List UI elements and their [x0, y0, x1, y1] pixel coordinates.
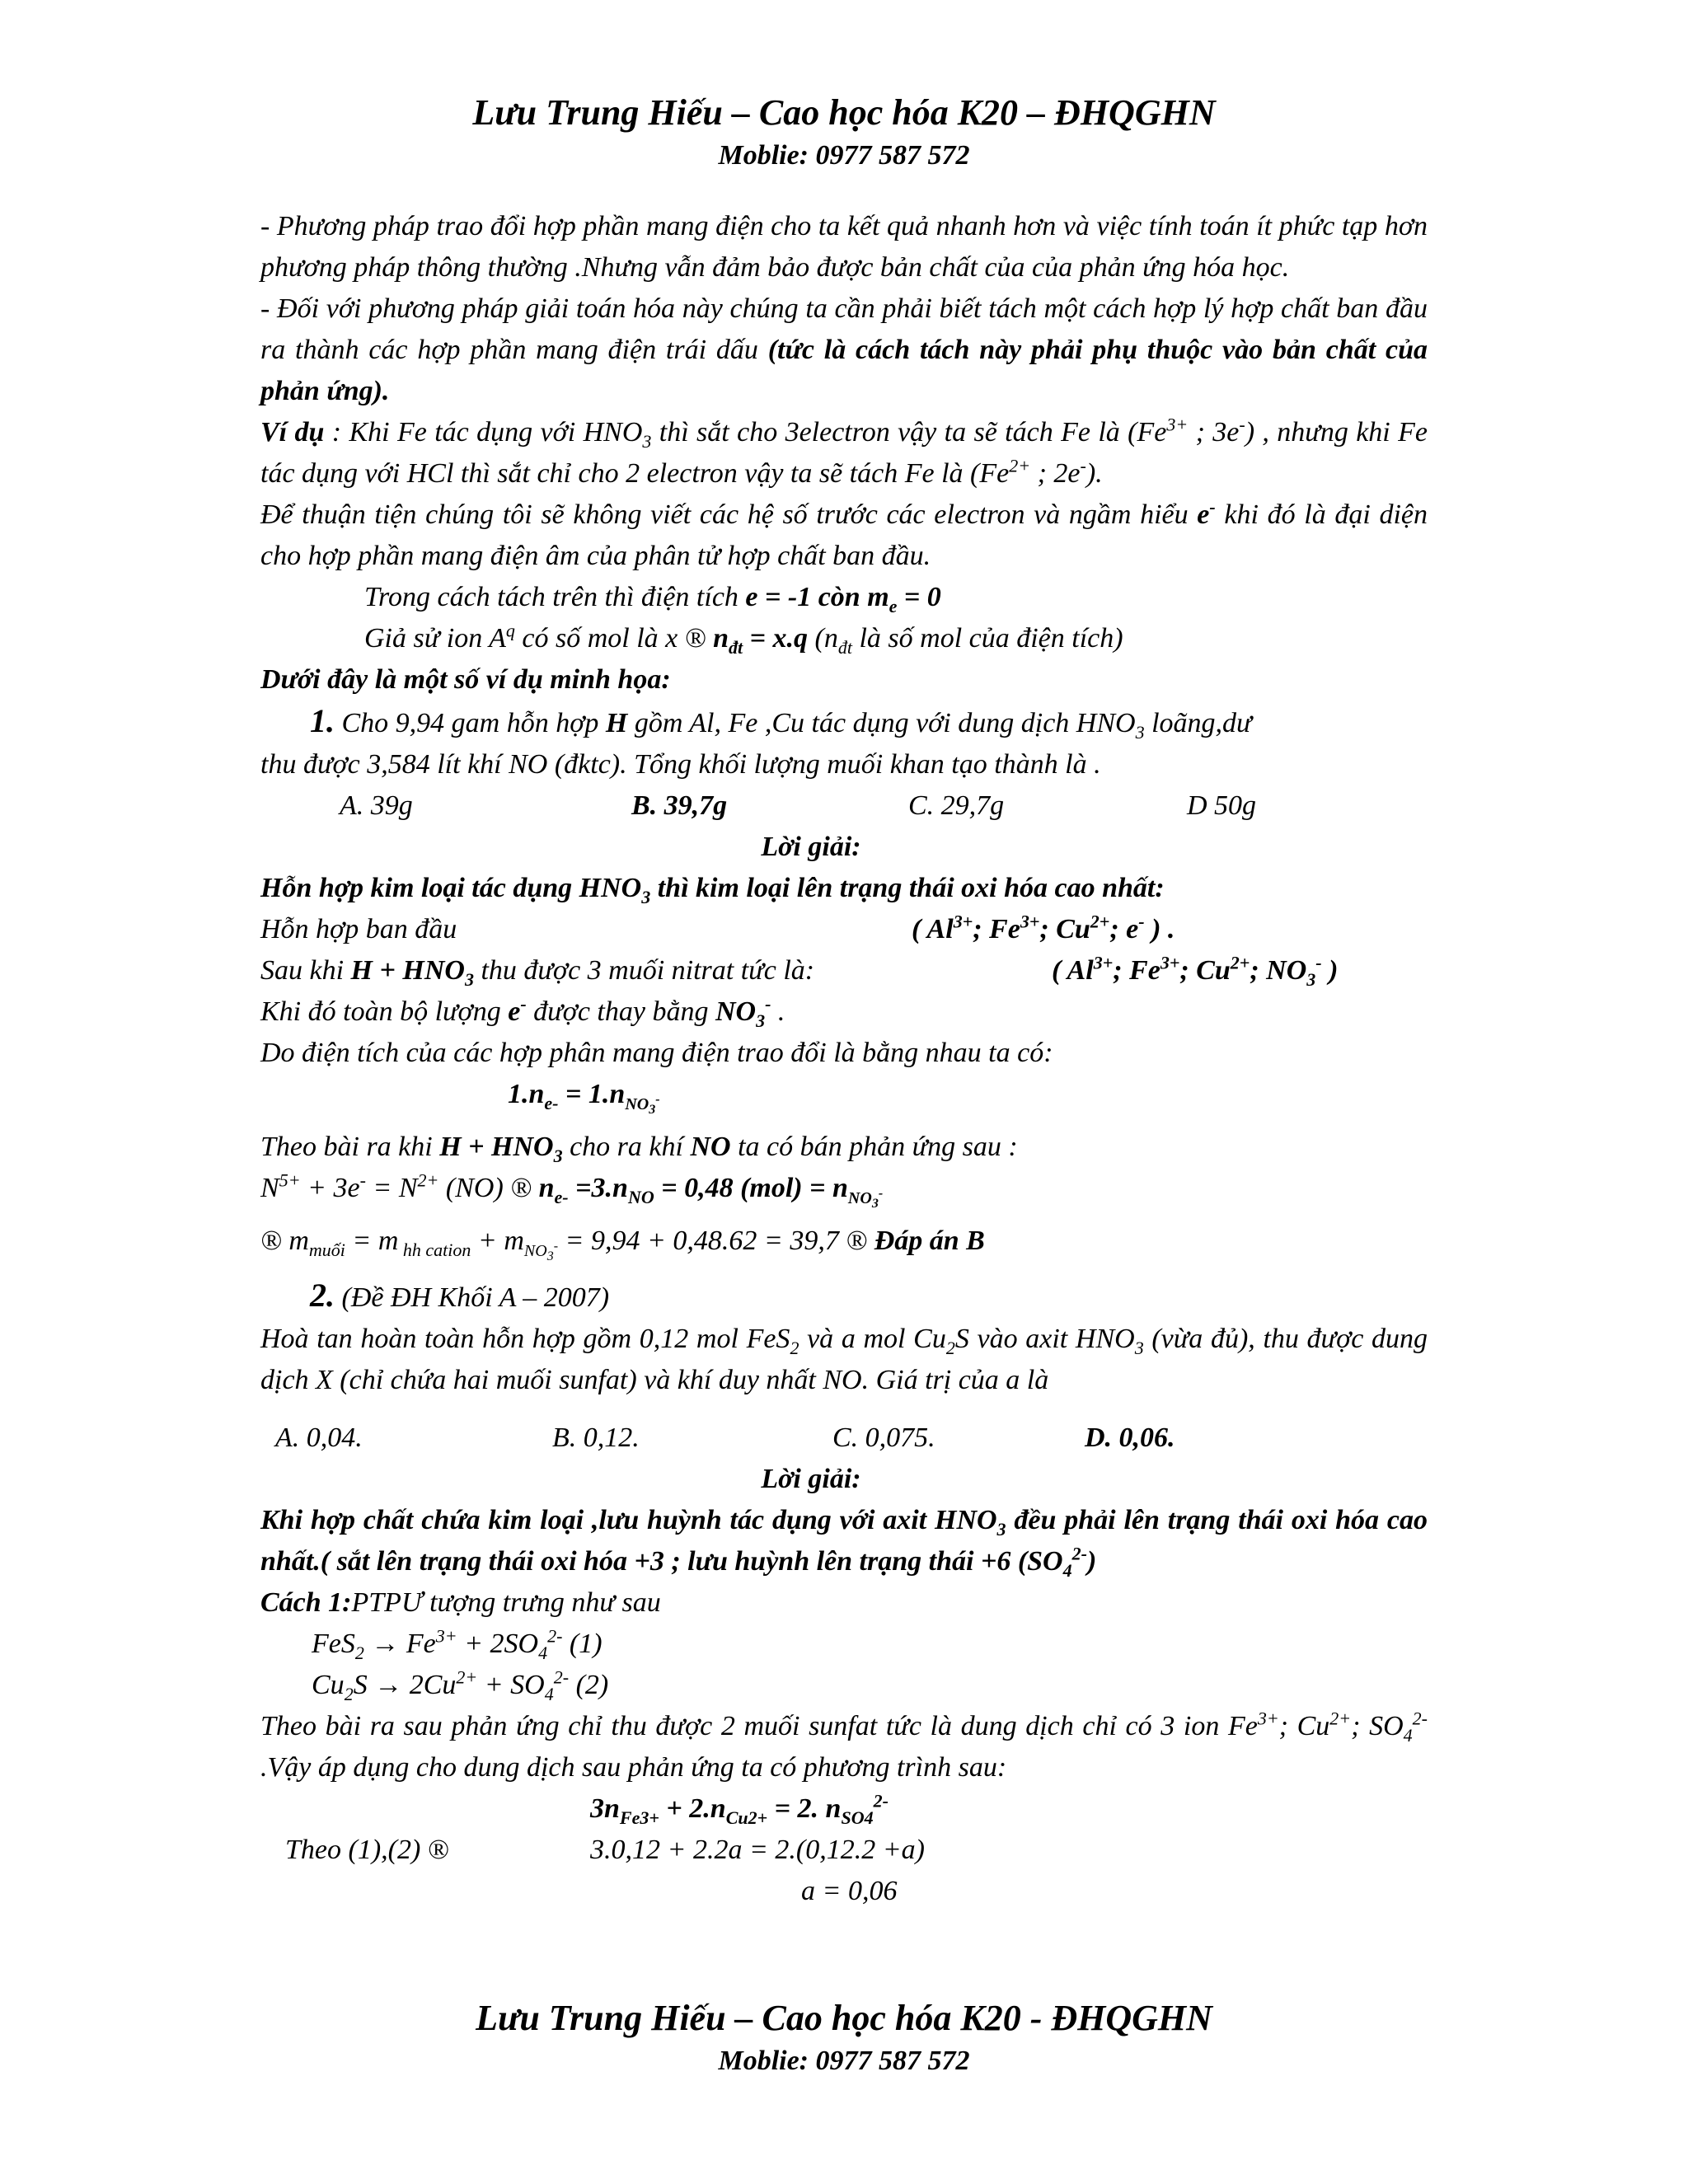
- equation-1: $3n_{Fe3+} + 2.n_{Cu2+} = 2$. $n_{SO4}^{2-}$: [590, 1790, 889, 1828]
- option-b[interactable]: B. 0,12.: [552, 1422, 640, 1453]
- problem-2-header: 2. (Đề ĐH Khối A – 2007): [310, 1277, 610, 1314]
- option-c[interactable]: C. 29,7g: [908, 790, 1005, 821]
- option-d[interactable]: D 50g: [1187, 790, 1257, 821]
- footer-name: Lưu Trung Hiếu – Cao học hóa K20 - ĐHQGHN: [476, 1998, 1212, 2038]
- option-d[interactable]: D. 0,06.: [1085, 1422, 1175, 1453]
- solution-1-line-1: Hỗn hợp kim loại tác dụng $HNO_3$ thì kim loại lên trạng thái oxi hóa cao nhất:: [260, 873, 1165, 907]
- problem-1-options: [260, 785, 1428, 827]
- option-a[interactable]: A. 39g: [340, 790, 413, 821]
- solution-1-eq-1: $1.n_{e-} = 1.n_{NO_3^-}$: [508, 1079, 660, 1117]
- intro-paragraph-2: - Đối với phương pháp giải toán hóa này chúng ta cần phải biết tách một cách hợp lý hợp chất ban đầu ra thành các hợp phần mang điện trái dấu (tức là cách tách này phải phụ thuộc vào bản chất của phản ứng).: [260, 293, 1428, 406]
- reaction-2: $Cu_2S \to 2Cu^{2+} + SO_4^{2-}$ (2): [312, 1666, 609, 1704]
- header-name: Lưu Trung Hiếu – Cao học hóa K20 – ĐHQGHN: [472, 92, 1216, 133]
- solution-2-method-1: Cách 1:PTPƯ tượng trưng như sau: [260, 1587, 661, 1618]
- header-phone: Moblie: 0977 587 572: [718, 140, 970, 171]
- option-a[interactable]: A. 0,04.: [275, 1422, 363, 1453]
- solution-1-eq-2: $N^{5+} + 3e^- = N^{2+}$ (NO) ® $n_{e-} =3.n_{NO} = 0,48$ $(mol) = n_{NO_3^-}$: [260, 1169, 884, 1211]
- solution-2-line-2: Theo bài ra sau phản ứng chỉ thu được 2 muối sunfat tức là dung dịch chỉ có 3 ion $Fe^{3+}$; $Cu^{2+}$; $SO_4^{2-}$ .Vậy áp dụng cho dung dịch sau phản ứng ta có phương trình sau:: [260, 1708, 1428, 1783]
- charge-definition: Trong cách tách trên thì điện tích e = -1 còn $m_e = 0$: [364, 582, 941, 616]
- ion-assumption: Giả sử ion $A^q$ có số mol là x ® $n_{đt} = x.q$ ($n_{đt}$ là số mol của điện tích): [364, 620, 1123, 658]
- solution-2-line-1: Khi hợp chất chứa kim loại ,lưu huỳnh tác dụng với axit $HNO_3$ đều phải lên trạng thái oxi hóa cao nhất.( sắt lên trạng thái oxi hóa +3 ; lưu huỳnh lên trạng thái +6 $(SO_4^{2-})$: [260, 1505, 1428, 1581]
- page-content: [260, 206, 1428, 1912]
- problem-1-text: 1. Cho 9,94 gam hỗn hợp H gồm Al, Fe ,Cu tác dụng với dung dịch $HNO_3$ loãng,dư: [310, 702, 1252, 743]
- intro-paragraph-1: - Phương pháp trao đổi hợp phần mang điện cho ta kết quả nhanh hơn và việc tính toán ít phức tạp hơn phương pháp thông thường .Nhưng vẫn đảm bảo được bản chất của của phản ứng hóa học.: [260, 211, 1428, 283]
- solution-1-eq-3: ® $m_{muối} = m$ $_{hh cation} + m_{NO_3^-} = 9,94 + 0,48.62 = 39,7$ ® Đáp án B: [260, 1226, 985, 1263]
- problem-2-text: Hoà tan hoàn toàn hỗn hợp gồm 0,12 mol FeS$_2$ và a mol $Cu_2S$ vào axit $HNO_3$ (vừa đủ), thu được dung dịch X (chỉ chứa hai muối sunfat) và khí duy nhất NO. Giá trị của a là: [260, 1324, 1428, 1395]
- solution-1-line-5: Do điện tích của các hợp phân mang điện trao đổi là bằng nhau ta có:: [260, 1038, 1053, 1068]
- equation-3: a = 0,06: [801, 1876, 898, 1906]
- answer-1: Đáp án B: [874, 1226, 985, 1256]
- reaction-1: $FeS_2 \to Fe^{3+} + 2SO_4^{2-}$ (1): [312, 1625, 603, 1663]
- footer-phone: Moblie: 0977 587 572: [718, 2046, 970, 2076]
- convention-paragraph: Để thuận tiện chúng tôi sẽ không viết các hệ số trước các electron và ngầm hiểu e- khi đó là đại diện cho hợp phần mang điện âm của phân tử hợp chất ban đầu.: [260, 496, 1428, 571]
- page-header: [0, 89, 1688, 175]
- equation-2: Theo (1),(2) ® 3.0,12 + 2.2a = 2.(0,12.2 +a): [285, 1835, 925, 1865]
- solution-2-title: Lời giải:: [761, 1464, 861, 1494]
- problem-1-text-2: thu được 3,584 lít khí NO (đktc). Tổng khối lượng muối khan tạo thành là .: [260, 749, 1101, 780]
- option-c[interactable]: C. 0,075.: [832, 1422, 935, 1453]
- solution-1-title: Lời giải:: [761, 832, 861, 862]
- problem-2-options: [260, 1418, 1428, 1459]
- solution-1-line-4: Khi đó toàn bộ lượng e- được thay bằng $NO_3^-$ .: [260, 993, 785, 1031]
- solution-1-line-6: Theo bài ra khi $H + HNO_3$ cho ra khí NO ta có bán phản ứng sau :: [260, 1132, 1018, 1166]
- examples-heading: Dưới đây là một số ví dụ minh họa:: [260, 664, 671, 695]
- page-footer: [0, 1994, 1688, 2080]
- example-paragraph: Ví dụ : Khi Fe tác dụng với $HNO_3$ thì sắt cho 3electron vậy ta sẽ tách Fe là ($Fe^{3+}$ ; 3e-) , nhưng khi Fe tác dụng với HCl thì sắt chỉ cho 2 electron vậy ta sẽ tách Fe là ($Fe^{2+}$ ; 2e-).: [260, 414, 1428, 489]
- option-b[interactable]: B. 39,7g: [631, 790, 728, 821]
- solution-1-line-2: Hỗn hợp ban đầu ( $Al^{3+}$; $Fe^{3+}$; $Cu^{2+}$; e- ) .: [260, 911, 1175, 944]
- solution-1-line-3: Sau khi $H + HNO_3$ thu được 3 muối nitrat tức là: ( $Al^{3+}$; $Fe^{3+}$; $Cu^{2+}$; $NO_3^-$ ): [260, 952, 1339, 990]
